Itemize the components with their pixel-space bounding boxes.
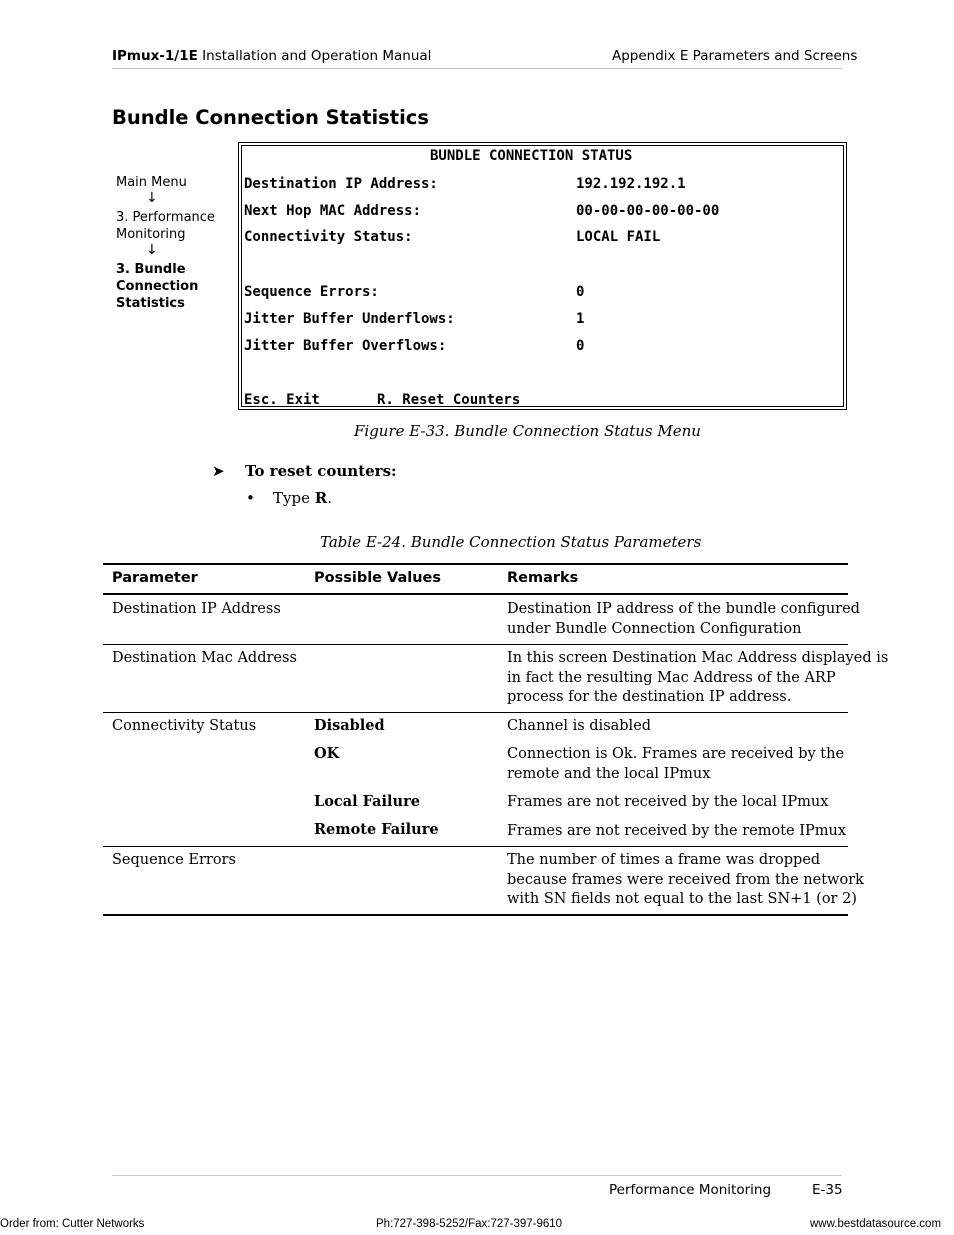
remark-line: in fact the resulting Mac Address of the ARP: [507, 669, 836, 686]
terminal-label-underflows: Jitter Buffer Underflows:: [244, 311, 455, 327]
nav-path-performance-line1: 3. Performance: [116, 210, 215, 225]
terminal-label-next-hop-mac: Next Hop MAC Address:: [244, 203, 422, 219]
remark-line: Destination IP address of the bundle configured: [507, 601, 860, 617]
terminal-label-connectivity: Connectivity Status:: [244, 229, 413, 245]
value-local-failure: Local Failure: [314, 793, 420, 810]
nav-arrow-down-icon: ↓: [146, 242, 158, 258]
terminal-label-dest-ip: Destination IP Address:: [244, 176, 438, 192]
footer-section: Performance Monitoring: [609, 1182, 772, 1198]
running-header-right: Appendix E Parameters and Screens: [612, 48, 858, 64]
terminal-value-next-hop-mac: 00-00-00-00-00-00: [576, 203, 720, 219]
header-divider: [112, 68, 842, 69]
table-cell-remark: [507, 745, 844, 784]
nav-path-bundle-line3: Statistics: [116, 296, 185, 311]
table-top-rule: [103, 563, 848, 565]
value-disabled: Disabled: [314, 717, 385, 734]
table-cell-remark: Channel is disabled: [507, 718, 652, 734]
table-row-divider: [103, 644, 848, 645]
order-from-text: Order from: Cutter Networks: [0, 1218, 145, 1230]
terminal-label-overflows: Jitter Buffer Overflows:: [244, 338, 447, 354]
remark-line: The number of times a frame was dropped: [507, 852, 821, 868]
terminal-screen: [238, 142, 847, 410]
table-cell-parameter: Destination IP Address: [112, 601, 281, 617]
terminal-inner-border: [241, 145, 844, 407]
remark-line: In this screen Destination Mac Address displayed is: [507, 650, 889, 666]
procedure-step: [273, 489, 332, 507]
step-key: R: [314, 489, 328, 507]
table-cell-remark: [507, 851, 864, 910]
table-cell-remark: Frames are not received by the remote IPmux: [507, 823, 847, 839]
table-cell-remark: [507, 600, 860, 639]
table-cell-parameter: Connectivity Status: [112, 718, 257, 734]
table-row-divider: [103, 712, 848, 713]
terminal-title: BUNDLE CONNECTION STATUS: [430, 148, 633, 164]
nav-path-bundle-line2: Connection: [116, 279, 199, 294]
figure-caption: Figure E-33. Bundle Connection Status Menu: [354, 422, 701, 440]
website-link[interactable]: www.bestdatasource.com: [810, 1218, 942, 1230]
remark-line: because frames were received from the network: [507, 871, 864, 888]
page-number: E-35: [812, 1182, 843, 1198]
nav-path-performance-line2: Monitoring: [116, 227, 186, 242]
table-header-values: Possible Values: [314, 570, 442, 586]
table-header-remarks: Remarks: [507, 570, 579, 586]
product-name: IPmux-1/1E: [112, 48, 198, 64]
nav-arrow-down-icon: ↓: [146, 190, 158, 206]
table-header-rule: [103, 593, 848, 595]
step-suffix: .: [327, 489, 332, 507]
footer-divider: [112, 1175, 842, 1176]
remark-line: Connection is Ok. Frames are received by the: [507, 746, 845, 762]
terminal-reset-option[interactable]: R. Reset Counters: [377, 392, 521, 408]
table-header-parameter: Parameter: [112, 570, 198, 586]
section-title: Bundle Connection Statistics: [112, 106, 429, 129]
procedure-arrow-icon: ➤: [212, 462, 225, 480]
terminal-value-connectivity: LOCAL FAIL: [576, 229, 661, 245]
terminal-value-sequence-errors: 0: [576, 284, 585, 300]
terminal-exit-option[interactable]: Esc. Exit: [244, 392, 320, 408]
remark-line: remote and the local IPmux: [507, 765, 711, 782]
procedure-title: To reset counters:: [245, 462, 397, 480]
table-cell-remark: [507, 649, 888, 708]
table-cell-parameter: Sequence Errors: [112, 852, 236, 868]
step-prefix: Type: [273, 489, 315, 507]
table-caption: Table E-24. Bundle Connection Status Parameters: [320, 533, 702, 551]
table-cell-remark: Frames are not received by the local IPmux: [507, 794, 829, 810]
value-remote-failure: Remote Failure: [314, 821, 439, 838]
terminal-value-overflows: 0: [576, 338, 585, 354]
terminal-value-underflows: 1: [576, 311, 585, 327]
terminal-value-dest-ip: 192.192.192.1: [576, 176, 686, 192]
running-header-left: [112, 48, 431, 64]
nav-path-main-menu: Main Menu: [116, 175, 187, 190]
table-row-divider: [103, 846, 848, 847]
bullet-icon: •: [246, 489, 255, 507]
terminal-label-sequence-errors: Sequence Errors:: [244, 284, 379, 300]
remark-line: under Bundle Connection Configuration: [507, 620, 802, 637]
table-bottom-rule: [103, 914, 848, 916]
manual-title: Installation and Operation Manual: [197, 48, 432, 64]
value-ok: OK: [314, 745, 340, 762]
nav-path-bundle-line1: 3. Bundle: [116, 262, 186, 277]
remark-line: with SN fields not equal to the last SN+1 (or 2): [507, 891, 857, 907]
table-cell-parameter: Destination Mac Address: [112, 650, 297, 666]
phone-fax-text: Ph:727-398-5252/Fax:727-397-9610: [376, 1218, 563, 1230]
remark-line: process for the destination IP address.: [507, 689, 792, 705]
